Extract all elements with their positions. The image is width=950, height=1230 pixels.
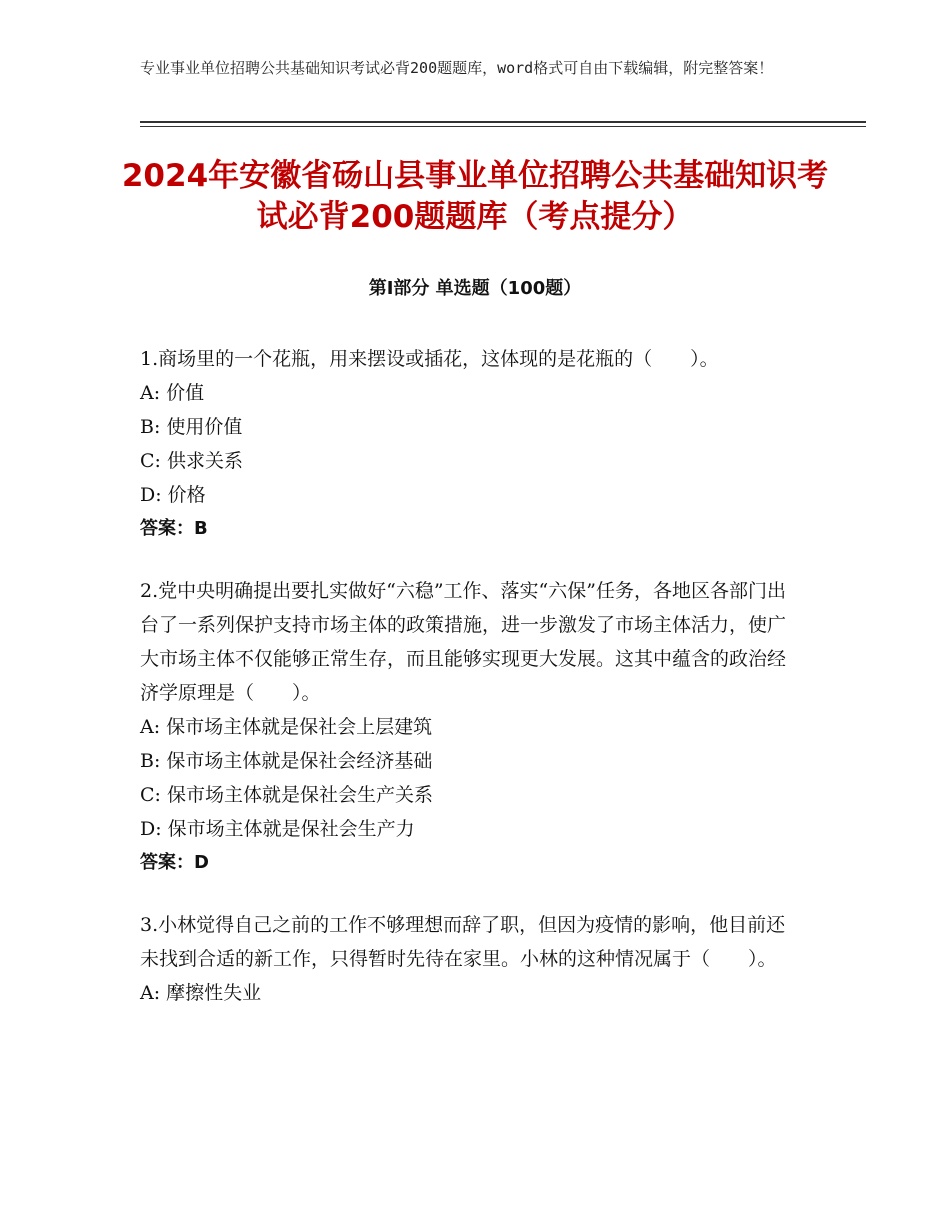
question-3 <box>140 908 800 1010</box>
option-c: C: 保市场主体就是保社会生产关系 <box>140 784 433 806</box>
option-d: D: 保市场主体就是保社会生产力 <box>140 818 415 840</box>
question-2 <box>140 574 800 880</box>
question-1 <box>140 342 800 546</box>
option-b: B: 保市场主体就是保社会经济基础 <box>140 750 433 772</box>
document-title: 2024年安徽省砀山县事业单位招聘公共基础知识考试必背200题题库（考点提分） <box>121 158 829 235</box>
option-d: D: 价格 <box>140 484 206 506</box>
option-a: A: 摩擦性失业 <box>140 982 262 1004</box>
question-stem: 2.党中央明确提出要扎实做好“六稳”工作、落实“六保”任务，各地区各部门出台了一系列保护支持市场主体的政策措施，进一步激发了市场主体活力，使广大市场主体不仅能够正常生存，而且能够实现更大发展。这其中蕴含的政治经济学原理是（ ）。 <box>140 580 787 704</box>
header-divider-thin <box>140 126 866 127</box>
header-divider-thick <box>140 121 866 123</box>
answer: 答案：B <box>140 518 208 539</box>
question-list <box>140 342 800 1038</box>
question-stem: 1.商场里的一个花瓶，用来摆设或插花，这体现的是花瓶的（ ）。 <box>140 348 719 370</box>
option-b: B: 使用价值 <box>140 416 243 438</box>
option-a: A: 保市场主体就是保社会上层建筑 <box>140 716 433 738</box>
option-c: C: 供求关系 <box>140 450 243 472</box>
header-note: 专业事业单位招聘公共基础知识考试必背200题题库，word格式可自由下载编辑，附完整答案！ <box>140 59 774 77</box>
question-stem: 3.小林觉得自己之前的工作不够理想而辞了职，但因为疫情的影响，他目前还未找到合适的新工作，只得暂时先待在家里。小林的这种情况属于（ ）。 <box>140 914 786 970</box>
option-a: A: 价值 <box>140 382 205 404</box>
answer: 答案：D <box>140 852 209 873</box>
section-title: 第Ⅰ部分 单选题（100题） <box>368 278 582 299</box>
